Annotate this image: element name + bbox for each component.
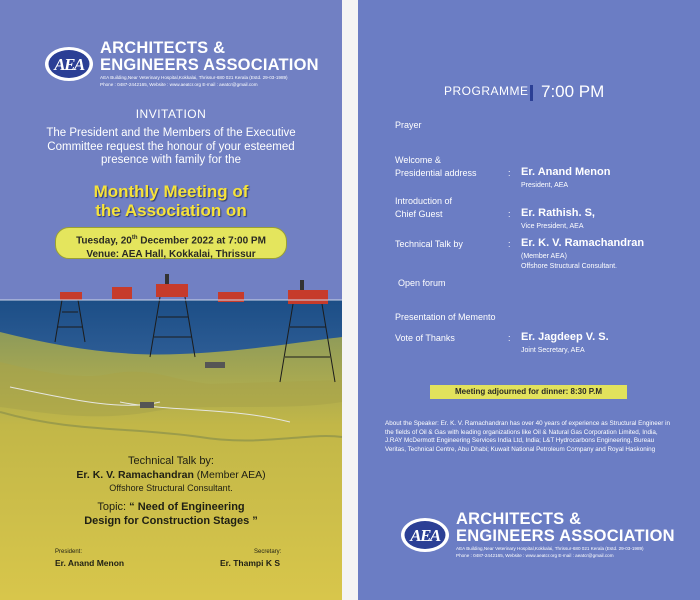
president-designation: President, AEA xyxy=(521,182,569,189)
chief-guest-designation: Vice President, AEA xyxy=(521,223,584,230)
event-title-line1: Monthly Meeting of xyxy=(93,182,249,201)
item-memento: Presentation of Memento xyxy=(395,312,496,322)
org-name-line2: ENGINEERS ASSOCIATION xyxy=(456,527,675,545)
tech-talk-speaker: Er. K. V. Ramachandran (Member AEA) xyxy=(76,469,266,481)
org-name-line1: ARCHITECTS & xyxy=(456,510,582,528)
speaker-membership: (Member AEA) xyxy=(521,253,567,260)
invitation-front-panel xyxy=(0,0,342,600)
colon: : xyxy=(508,209,511,219)
vote-of-thanks-name: Er. Jagdeep V. S. xyxy=(521,331,609,343)
item-technical-talk: Technical Talk by xyxy=(395,239,463,249)
speaker-name: Er. K. V. Ramachandran xyxy=(521,237,645,249)
event-title xyxy=(0,182,342,220)
colon: : xyxy=(508,333,511,343)
tech-talk-speaker-designation: Offshore Structural Consultant. xyxy=(109,483,233,493)
talk-topic: Topic: “ Need of Engineering Design for Construction Stages ” xyxy=(84,501,258,527)
event-title-line2: the Association on xyxy=(95,201,247,220)
chief-guest-name: Er. Rathish. S, xyxy=(521,207,595,219)
invitation-request-text: The President and the Members of the Executive Committee request the honour of your esteemed presence with family for the xyxy=(46,127,296,166)
president-name: Er. Anand Menon xyxy=(521,166,611,178)
org-logo-block xyxy=(400,511,675,559)
programme-divider xyxy=(530,85,533,101)
programme-heading: PROGRAMME xyxy=(444,84,529,98)
org-contact: Phone : 0487-2442165, Website : www.aeatcr.org E-mail : aeatcr@gmail.com xyxy=(456,553,614,558)
speaker-designation: Offshore Structural Consultant. xyxy=(521,263,617,270)
aea-logo xyxy=(400,517,450,553)
invitation-heading: INVITATION xyxy=(135,107,207,121)
secretary-role: Secretary: xyxy=(254,549,282,555)
date-venue-pill xyxy=(55,227,287,259)
item-open-forum: Open forum xyxy=(398,278,446,288)
item-welcome-line1: Welcome & xyxy=(395,155,441,165)
org-address: AEA Building,Near Veterinary Hospital,Kokkalai, Thrissur-680 021 Kerala (Estd. 29-03-1989) xyxy=(456,546,644,551)
programme-panel xyxy=(358,0,700,600)
svg-text:AEA: AEA xyxy=(410,526,440,545)
secretary-name: Er. Thampi K S xyxy=(220,558,280,568)
president-role: President: xyxy=(55,549,83,555)
item-vote-of-thanks: Vote of Thanks xyxy=(395,333,455,343)
item-intro-line1: Introduction of xyxy=(395,196,453,206)
adjourn-banner: Meeting adjourned for dinner: 8:30 P.M xyxy=(430,385,627,399)
vote-of-thanks-designation: Joint Secretary, AEA xyxy=(521,347,585,354)
about-speaker: About the Speaker: Er. K. V. Ramachandran has over 40 years of experience as Structural Engineer in the fields of Oil & Gas with leading organizations like Oil & Natural Gas Corporation Limited, India, J.RAY McDermott Engineering Services India Ltd, India; L&T Hydrocarbons Engineering, Bureau Veritas, Technical Centre, Abu Dhabi; Kuwait National Petroleum Company and Royal Haskoning xyxy=(385,420,671,453)
programme-time: 7:00 PM xyxy=(541,82,605,101)
item-welcome-line2: Presidential address xyxy=(395,168,477,178)
org-name-line1: ARCHITECTS & xyxy=(100,39,226,57)
colon: : xyxy=(508,239,511,249)
svg-text:AEA: AEA xyxy=(54,55,84,74)
event-venue: Venue: AEA Hall, Kokkalai, Thrissur xyxy=(86,249,256,261)
tech-talk-heading: Technical Talk by: xyxy=(127,455,214,467)
offshore-platform-illustration xyxy=(0,262,342,600)
colon: : xyxy=(508,168,511,178)
item-intro-line2: Chief Guest xyxy=(395,209,443,219)
org-address: AEA Building,Near Veterinary Hospital,Kokkalai, Thrissur-680 021 Kerala (Estd. 29-03-1989) xyxy=(100,75,288,80)
org-contact: Phone : 0487-2442165, Website : www.aeatcr.org E-mail : aeatcr@gmail.com xyxy=(100,82,258,87)
president-name: Er. Anand Menon xyxy=(55,558,125,568)
aea-logo xyxy=(44,46,94,82)
item-prayer: Prayer xyxy=(395,120,422,130)
org-name-line2: ENGINEERS ASSOCIATION xyxy=(100,56,319,74)
event-date: Tuesday, 20th December 2022 at 7:00 PM xyxy=(76,235,266,247)
org-logo-block xyxy=(44,40,319,88)
